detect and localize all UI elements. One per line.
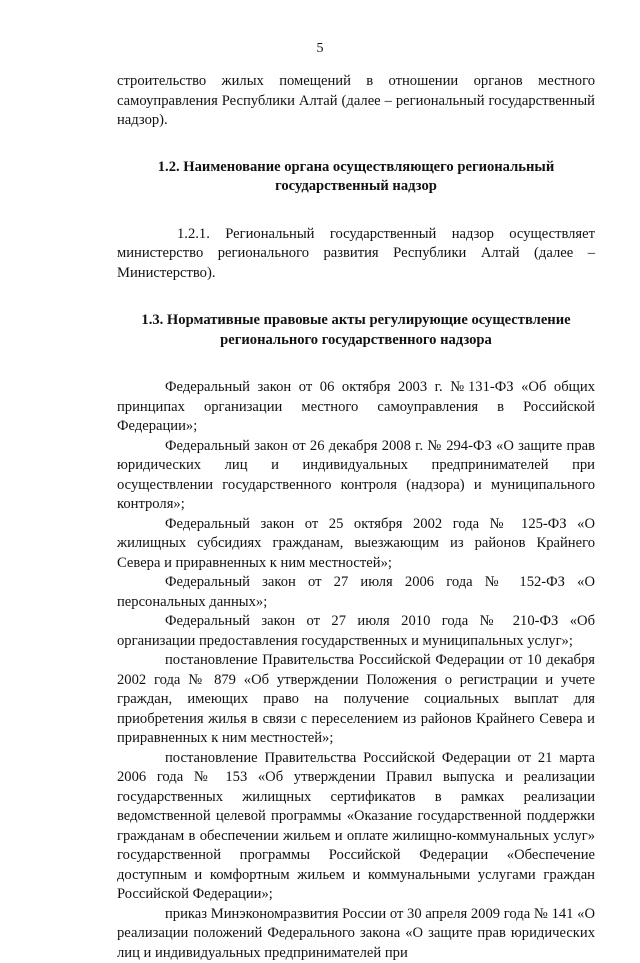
legal-act-item: Федеральный закон от 26 декабря 2008 г. № 294-ФЗ «О защите прав юридических лиц и индивидуальных предпринимателей при осуществлении государственного контроля (надзора) и муниципального контроля»; bbox=[117, 437, 595, 515]
legal-act-item: постановление Правительства Российской Федерации от 21 марта 2006 года № 153 «Об утверждении Правил выпуска и реализации государственных жилищных сертификатов в рамках реализации ведомственной целевой программы «Оказание государственной поддержки гражданам в обеспечении жильем и оплате жилищно-коммунальных услуг» государственной программы Российской Федерации «Обеспечение доступным и комфортным жильем и коммунальными услугами граждан Российской Федерации»; bbox=[117, 749, 595, 905]
page-content bbox=[117, 72, 595, 963]
legal-acts-list bbox=[117, 378, 595, 963]
legal-act-item: Федеральный закон от 27 июля 2006 года № 152-ФЗ «О персональных данных»; bbox=[117, 573, 595, 612]
legal-act-item: приказ Минэкономразвития России от 30 апреля 2009 года № 141 «О реализации положений Федерального закона «О защите прав юридических лиц и индивидуальных предпринимателей при bbox=[117, 905, 595, 963]
section-1-2-paragraph: 1.2.1. Региональный государственный надзор осуществляет министерство регионального развития Республики Алтай (далее – Министерство). bbox=[117, 225, 595, 284]
page-number: 5 bbox=[0, 41, 640, 57]
legal-act-item: Федеральный закон от 06 октября 2003 г. №131-ФЗ «Об общих принципах организации местного самоуправления в Российской Федерации»; bbox=[117, 378, 595, 437]
section-1-2-heading: 1.2. Наименование органа осуществляющего региональный государственный надзор bbox=[117, 158, 595, 197]
legal-act-item: Федеральный закон от 25 октября 2002 года № 125-ФЗ «О жилищных субсидиях гражданам, выезжающим из районов Крайнего Севера и приравненных к ним местностей»; bbox=[117, 515, 595, 574]
section-1-3-heading: 1.3. Нормативные правовые акты регулирующие осуществление регионального государственного надзора bbox=[117, 311, 595, 350]
legal-act-item: постановление Правительства Российской Федерации от 10 декабря 2002 года № 879 «Об утверждении Положения о регистрации и учете граждан, имеющих право на получение социальных выплат для приобретения жилья в связи с переселением из районов Крайнего Севера и приравненных к ним местностей»; bbox=[117, 651, 595, 749]
legal-act-item: Федеральный закон от 27 июля 2010 года № 210-ФЗ «Об организации предоставления государственных и муниципальных услуг»; bbox=[117, 612, 595, 651]
intro-paragraph: строительство жилых помещений в отношении органов местного самоуправления Республики Алтай (далее – региональный государственный надзор). bbox=[117, 72, 595, 131]
